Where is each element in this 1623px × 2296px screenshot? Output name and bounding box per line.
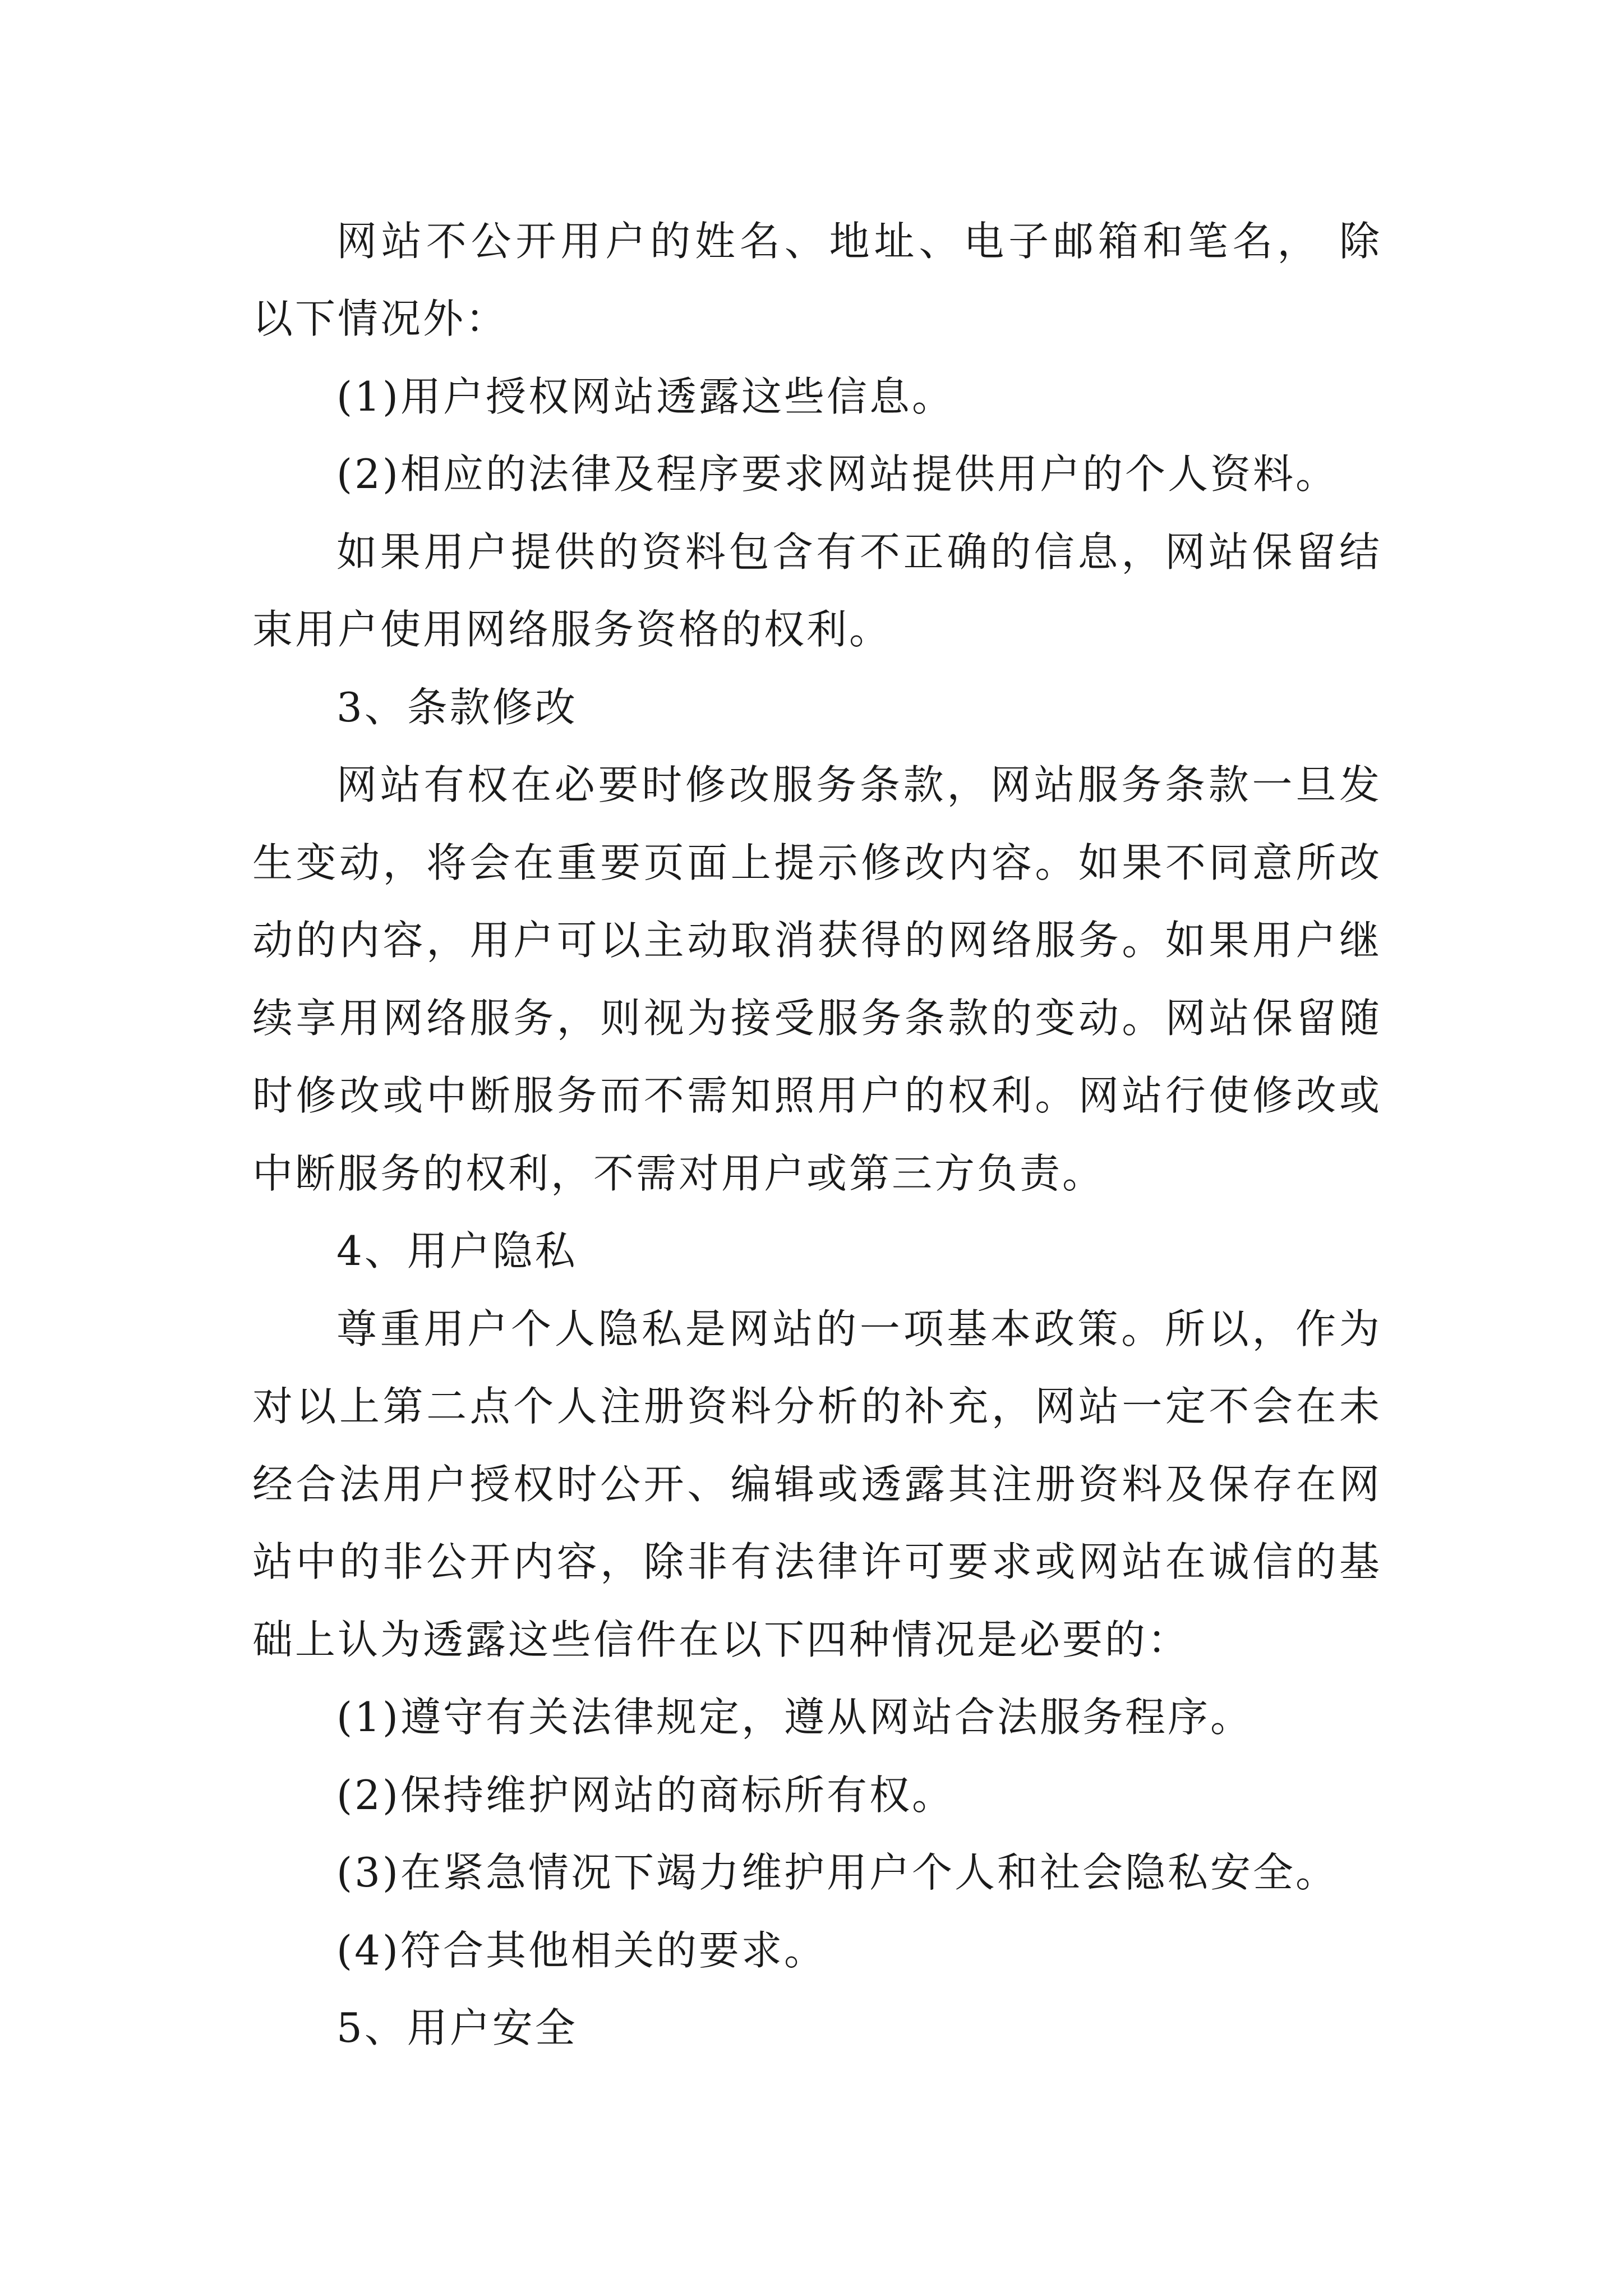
list-item: (1)用户授权网站透露这些信息。 [336,373,955,420]
paragraph-line: 中断服务的权利，不需对用户或第三方负责。 [252,1150,1105,1197]
paragraph-line: 经合法用户授权时公开、编辑或透露其注册资料及保存在网 [252,1461,1380,1508]
section-heading: 3、条款修改 [336,684,578,731]
list-item: (1)遵守有关法律规定，遵从网站合法服务程序。 [336,1694,1253,1741]
paragraph-line: 网站不公开用户的姓名、地址、电子邮箱和笔名， 除 [336,218,1380,265]
paragraph-line: 束用户使用网络服务资格的权利。 [252,606,892,653]
paragraph-line: 如果用户提供的资料包含有不正确的信息，网站保留结 [336,528,1380,576]
list-item: (2)相应的法律及程序要求网站提供用户的个人资料。 [336,450,1338,498]
paragraph-line: 时修改或中断服务而不需知照用户的权利。网站行使修改或 [252,1072,1380,1119]
paragraph-line: 站中的非公开内容，除非有法律许可要求或网站在诚信的基 [252,1538,1380,1585]
paragraph-line: 网站有权在必要时修改服务条款，网站服务条款一旦发 [336,761,1380,808]
section-heading: 4、用户隐私 [336,1227,578,1274]
paragraph-line: 尊重用户个人隐私是网站的一项基本政策。所以，作为 [336,1305,1380,1352]
paragraph-line: 生变动，将会在重要页面上提示修改内容。如果不同意所改 [252,839,1380,886]
paragraph-line: 对以上第二点个人注册资料分析的补充，网站一定不会在未 [252,1383,1380,1430]
paragraph-line: 动的内容，用户可以主动取消获得的网络服务。如果用户继 [252,917,1380,964]
paragraph-line: 础上认为透露这些信件在以下四种情况是必要的： [252,1616,1191,1663]
paragraph-line: 续享用网络服务，则视为接受服务条款的变动。网站保留随 [252,995,1380,1042]
list-item: (4)符合其他相关的要求。 [336,1927,827,1974]
list-item: (2)保持维护网站的商标所有权。 [336,1772,955,1819]
list-item: (3)在紧急情况下竭力维护用户个人和社会隐私安全。 [336,1849,1338,1896]
section-heading: 5、用户安全 [336,2004,578,2051]
paragraph-line: 以下情况外： [252,295,509,342]
